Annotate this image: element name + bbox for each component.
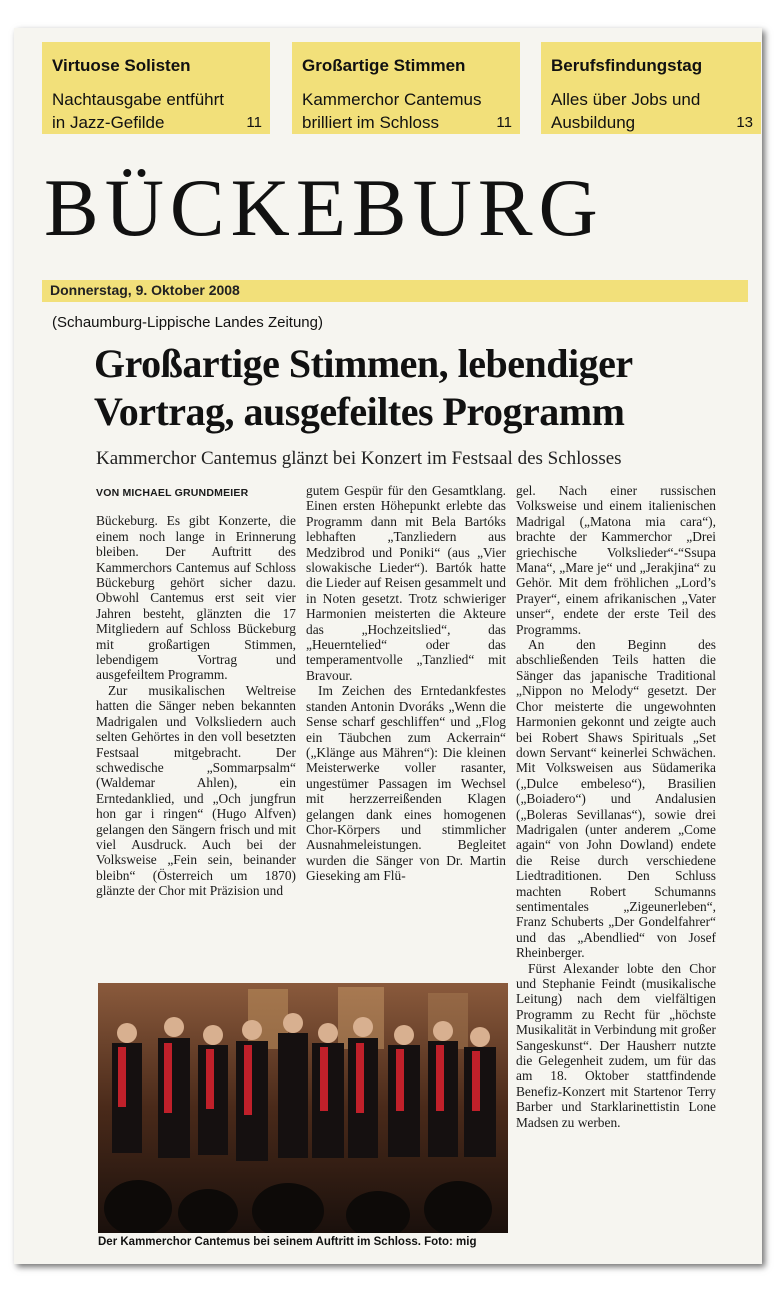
paragraph: Fürst Alexander lobte den Chor und Stephanie Feindt (musikalische Leitung) nach dem vielfältigen Programm zu Recht für „höchste Musikalität in Verbindung mit großer Sangeskunst“. Der Hausherr nutzte die Gelegenheit zudem, um für das am 18. Oktober stattfindende Benefiz-Konzert mit Startenor Terry Barber und Starklarinettistin Lone Madsen zu werben. <box>516 960 716 1130</box>
teaser-title: Virtuose Solisten <box>52 56 191 75</box>
article-subheadline: Kammerchor Cantemus glänzt bei Konzert im Festsaal des Schlosses <box>96 448 622 469</box>
teaser-page-number: 11 <box>496 114 512 131</box>
article-headline: Großartige Stimmen, lebendiger Vortrag, ausgefeiltes Programm <box>94 341 632 434</box>
teaser-title: Großartige Stimmen <box>302 56 466 75</box>
teaser-title: Berufsfindungstag <box>551 56 703 75</box>
teaser-box[interactable] <box>292 42 520 134</box>
choir-photo <box>98 983 508 1233</box>
issue-date: Donnerstag, 9. Oktober 2008 <box>50 282 240 298</box>
source-note: (Schaumburg-Lippische Landes Zeitung) <box>52 314 323 331</box>
paragraph: An den Beginn des abschließenden Teils hatten die Sänger das japanische Traditional „Nippon no Melody“ gesetzt. Der Chor meisterte die ungewohnten Harmonien gekonnt und zeigte auch bei Robert Shaws Spirituals „Set down Servant“ keinerlei Schwächen. Mit Volksweisen aus Südamerika („Dulce embeleso“), Brasilien („Boiadero“) und Andalusien („Boleras Sevillanas“), sowie drei Madrigalen (unter anderem „Come again“ von John Dowland) endete die Reise durch verschiedene Liedtraditionen. Den Schluss machten Robert Schumanns sentimentales „Zigeunerleben“, Franz Schuberts „Der Gondelfahrer“ und das „Abendlied“ von Josef Rheinberger. <box>516 637 716 961</box>
byline: VON MICHAEL GRUNDMEIER <box>96 487 249 499</box>
photo-caption: Der Kammerchor Cantemus bei seinem Auftritt im Schloss. Foto: mig <box>98 1236 477 1248</box>
teaser-box[interactable] <box>42 42 270 134</box>
choir-photo-illustration <box>98 983 508 1233</box>
date-bar <box>42 280 748 302</box>
paragraph: gutem Gespür für den Gesamtklang. Einen ersten Höhepunkt erlebte das Programm dann mit Bela Bartóks lebhaften „Tanzliedern aus Medzibrod und Poniki“ (aus „Vier slowakische Lieder“). Bartók hatte die Lieder auf Reisen gesammelt und in Noten gesetzt. Trotz schwieriger Harmonien meisterten die Akteure das „Hochzeitslied“, das „Heuerntelied“ oder das temperamentvolle „Tanzlied“ mit Bravour. <box>306 483 506 683</box>
teaser-text: Nachtausgabe entführt in Jazz-Gefilde <box>52 90 225 132</box>
teaser-text: Kammerchor Cantemus brilliert im Schloss <box>302 90 482 132</box>
paragraph: Im Zeichen des Erntedankfestes standen Antonin Dvoráks „Wenn die Sense scharf geschliffen“ und „Flog ein Täubchen zum Ackerrain“ („Klänge aus Mähren“): Die kleinen Meisterwerke voller rasanter, ungestümer Passagen im Wechsel mit herzzerreißenden Klagen gelangen dank eines homogenen Chor-Körpers und stimmlicher Ausnahmeleistungen. Begleitet wurden die Sänger von Dr. Martin Gieseking am Flü- <box>306 683 506 884</box>
article-column-2 <box>306 483 506 884</box>
teaser-box[interactable] <box>541 42 761 134</box>
masthead-title: BÜCKEBURG <box>44 162 604 253</box>
teaser-page-number: 13 <box>736 114 753 131</box>
paragraph: gel. Nach einer russischen Volksweise und einem italienischen Madrigal („Matona mia cara“), brachte der Kammerchor „Drei griechische Volkslieder“-“Ssupa Mana“, „Mare je“ und „Jerakjina“ zu Gehör. Mit dem fröhlichen „Lord’s Prayer“, einem afrikanischen „Vater unser“, endete der erste Teil des Programms. <box>516 483 716 637</box>
paragraph: Zur musikalischen Weltreise hatten die Sänger neben bekannten Madrigalen und Volksliedern auch selten Gehörtes in den voll besetzten Festsaal mitgebracht. Der schwedische „Sommarpsalm“ (Waldemar Ahlen), ein Erntedanklied, und „Och jungfrun hon gar i ringen“ (Hugo Alfven) gelangen den Sängern frisch und mit viel Ausdruck. Auch bei der Volksweise „Fein sein, beinander bleibn“ (Österreich um 1870) glänzte der Chor mit Präzision und <box>96 682 296 899</box>
article-column-3 <box>516 483 716 1130</box>
teaser-text: Alles über Jobs und Ausbildung <box>551 90 701 132</box>
article-column-1 <box>96 486 296 899</box>
teaser-page-number: 11 <box>246 114 262 131</box>
paragraph: Bückeburg. Es gibt Konzerte, die einem noch lange in Erinnerung bleiben. Der Auftritt des Kammerchors Cantemus auf Schloss Bückeburg gehört sicher dazu. Obwohl Cantemus erst seit vier Jahren besteht, glänzten die 17 Mitgliedern auf Schloss Bückeburg mit großartigen Stimmen, lebendigem Vortrag und ausgefeiltem Programm. <box>96 513 296 683</box>
newspaper-clipping <box>14 28 762 1264</box>
